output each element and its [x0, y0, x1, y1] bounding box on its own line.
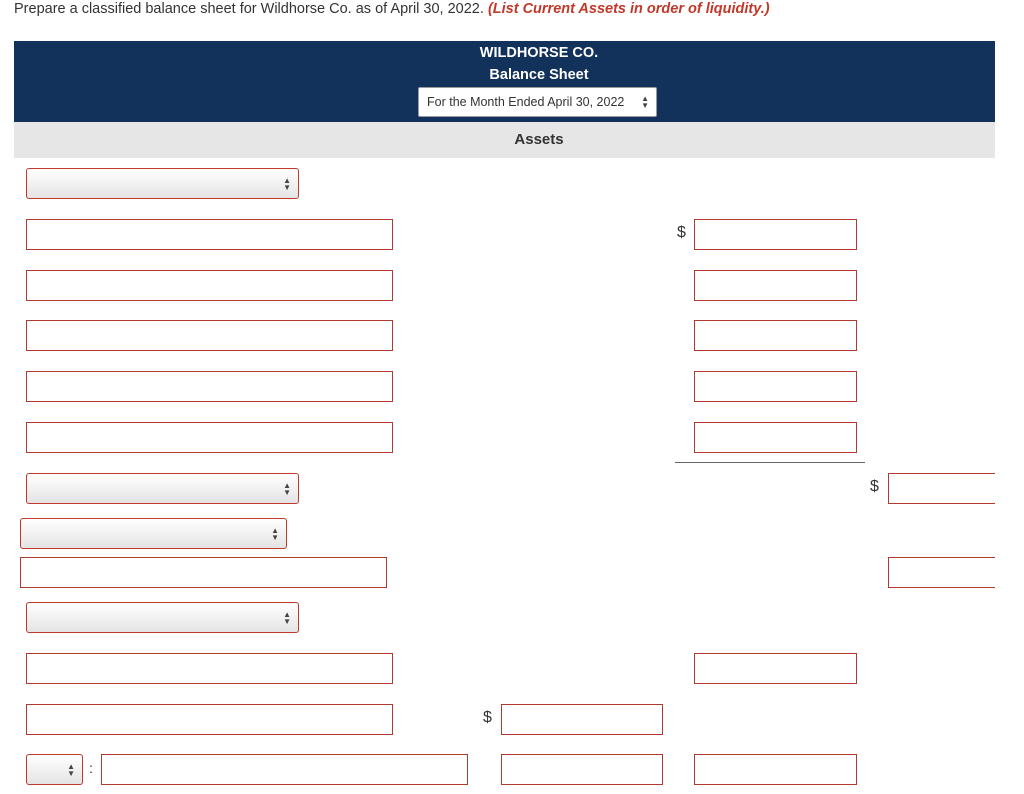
amount-input[interactable] — [694, 371, 857, 402]
total-classification-dropdown[interactable] — [26, 473, 299, 504]
account-name-input[interactable] — [26, 270, 393, 301]
updown-arrows-icon: ▲ ▼ — [271, 525, 279, 542]
amount-input[interactable] — [694, 754, 857, 785]
classification-dropdown[interactable] — [26, 602, 299, 633]
account-name-input[interactable] — [101, 754, 468, 785]
account-name-input[interactable] — [26, 371, 393, 402]
company-name: WILDHORSE CO. — [479, 45, 599, 61]
account-name-input[interactable] — [26, 320, 393, 351]
dollar-sign: $ — [870, 478, 879, 495]
period-value: For the Month Ended April 30, 2022 — [427, 95, 625, 109]
account-name-input[interactable] — [26, 422, 393, 453]
dollar-sign: $ — [483, 709, 492, 726]
amount-input[interactable] — [694, 653, 857, 684]
amount-input[interactable] — [694, 219, 857, 250]
subtotal-rule — [675, 462, 865, 463]
amount-input[interactable] — [694, 422, 857, 453]
classification-dropdown[interactable] — [20, 518, 287, 549]
instruction-text: Prepare a classified balance sheet for Wildhorse Co. as of April 30, 2022. (List Current Assets in order of liquidity.) — [14, 1, 770, 17]
period-dropdown[interactable] — [418, 87, 657, 117]
amount-input[interactable] — [501, 704, 663, 735]
updown-arrows-icon: ▲ ▼ — [283, 480, 291, 497]
updown-arrows-icon: ▲ ▼ — [67, 761, 75, 778]
amount-input[interactable] — [694, 320, 857, 351]
updown-arrows-icon: ▲ ▼ — [283, 609, 291, 626]
instruction-emphasis: (List Current Assets in order of liquidity.) — [487, 1, 770, 17]
total-amount-input[interactable] — [888, 473, 995, 504]
amount-input[interactable] — [694, 270, 857, 301]
account-name-input[interactable] — [20, 557, 387, 588]
statement-title: Balance Sheet — [489, 67, 589, 83]
updown-arrows-icon: ▲ ▼ — [641, 94, 649, 110]
classification-dropdown[interactable] — [26, 168, 299, 199]
account-name-input[interactable] — [26, 219, 393, 250]
prefix-dropdown[interactable] — [26, 754, 83, 785]
colon-separator: : — [89, 760, 93, 776]
amount-input[interactable] — [501, 754, 663, 785]
account-name-input[interactable] — [26, 704, 393, 735]
total-amount-input[interactable] — [888, 557, 995, 588]
section-title: Assets — [514, 131, 564, 148]
dollar-sign: $ — [677, 224, 686, 241]
updown-arrows-icon: ▲ ▼ — [283, 175, 291, 192]
account-name-input[interactable] — [26, 653, 393, 684]
